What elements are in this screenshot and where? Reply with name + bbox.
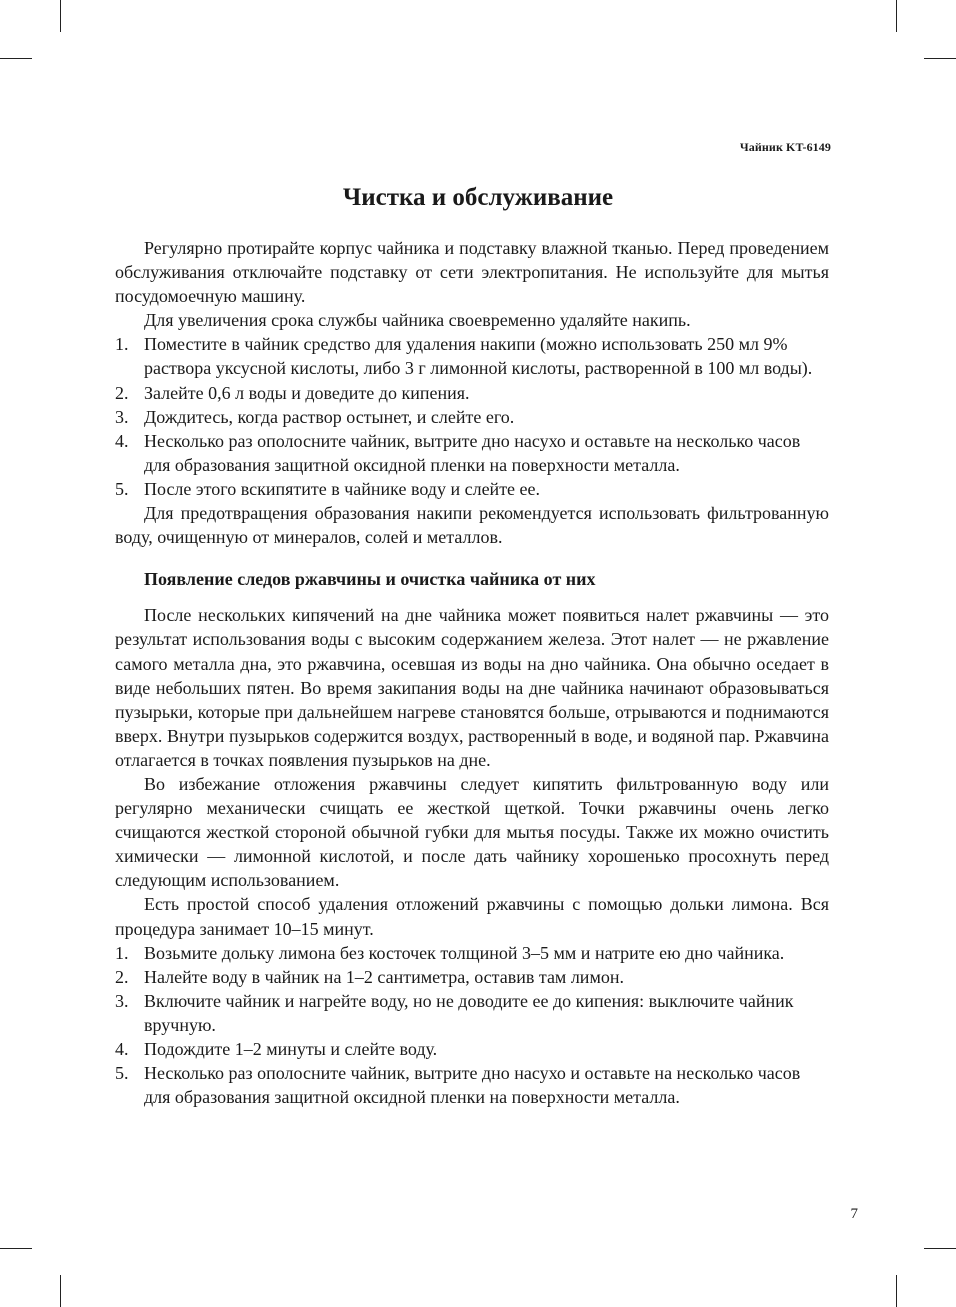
- list-item: [115, 405, 829, 429]
- list-number: 3.: [115, 406, 129, 427]
- list-number: 2.: [115, 966, 129, 987]
- list-number: 2.: [115, 382, 129, 403]
- list-item: [115, 989, 829, 1037]
- list-item-text: Залейте 0,6 л воды и доведите до кипения.: [144, 382, 470, 403]
- list-item-text: Поместите в чайник средство для удаления накипи (можно использовать 250 мл 9% раствора уксусной кислоты, либо 3 г лимонной кислоты, растворенной в 100 мл воды).: [144, 334, 813, 379]
- list-item-text: Несколько раз ополосните чайник, вытрите дно насухо и оставьте на несколько часов для образования защитной оксидной пленки на поверхности металла.: [144, 430, 801, 475]
- list-item: [115, 477, 829, 501]
- list-item: [115, 1037, 829, 1061]
- list-item: [115, 965, 829, 989]
- list-number: 1.: [115, 942, 129, 963]
- running-header: Чайник KT-6149: [739, 140, 831, 154]
- list-number: 1.: [115, 334, 129, 355]
- list-number: 4.: [115, 430, 129, 451]
- list-number: 5.: [115, 1063, 129, 1084]
- paragraph-rust-cause: После нескольких кипячений на дне чайника может появиться налет ржавчины — это результат использования воды с высоким содержанием железа. Этот налет — не ржавление самого металла дна, это ржавчина, осевшая из воды на дно чайника. Она обычно оседает в виде небольших пятен. Во время закипания воды на дне чайника начинают образовываться пузырьки, которые при дальнейшем нагреве становятся больше, отрываются и поднимаются вверх. Внутри пузырьков содержится воздух, растворенный в воде, и водяной пар. Ржавчина отлагается в точках появления пузырьков на дне.: [115, 605, 829, 770]
- list-number: 3.: [115, 990, 129, 1011]
- crop-mark-bottom-right: [896, 1275, 897, 1307]
- crop-mark-bottom-left: [60, 1275, 61, 1307]
- list-item-text: Подождите 1–2 минуты и слейте воду.: [144, 1039, 438, 1059]
- paragraph-prevention: Для предотвращения образования накипи рекомендуется использовать фильтрованную воду, очищенную от минералов, солей и металлов.: [115, 503, 829, 548]
- list-item-text: Включите чайник и нагрейте воду, но не доводите ее до кипения: выключите чайник вручную.: [144, 990, 794, 1035]
- page-number: 7: [850, 1206, 858, 1222]
- paragraph-rust-prevention: Во избежание отложения ржавчины следует кипятить фильтрованную воду или регулярно механически счищать ее жесткой щеткой. Точки ржавчины очень легко счищаются жесткой стороной обычной губки для мытья посуды. Также их можно очистить химически — лимонной кислотой, и после дать чайнику хорошенько просохнуть перед следующим использованием.: [115, 773, 829, 891]
- paragraph-descaling-intro: Для увеличения срока службы чайника своевременно удаляйте накипь.: [144, 310, 691, 331]
- list-item-text: Несколько раз ополосните чайник, вытрите дно насухо и оставьте на несколько часов для образования защитной оксидной пленки на поверхности металла.: [144, 1063, 801, 1108]
- list-item-text: Налейте воду в чайник на 1–2 сантиметра, оставив там лимон.: [144, 966, 624, 987]
- descaling-steps-list: [115, 332, 829, 501]
- main-content: [115, 236, 829, 1109]
- list-item: [115, 381, 829, 405]
- list-item-text: После этого вскипятите в чайнике воду и слейте ее.: [144, 478, 541, 499]
- crop-mark-left-bottom: [0, 1248, 32, 1249]
- crop-mark-top-left: [60, 0, 61, 32]
- list-item: [115, 332, 829, 380]
- paragraph-lemon-method: Есть простой способ удаления отложений ржавчины с помощью дольки лимона. Вся процедура занимает 10–15 минут.: [115, 894, 829, 939]
- list-number: 4.: [115, 1039, 129, 1059]
- list-item: [115, 941, 829, 965]
- section-title: Чистка и обслуживание: [342, 184, 614, 211]
- paragraph-cleaning-intro: Регулярно протирайте корпус чайника и подставку влажной тканью. Перед проведением обслуживания отключайте подставку от сети электропитания. Не используйте для мытья посудомоечную машину.: [115, 238, 829, 307]
- list-item: [115, 429, 829, 477]
- crop-mark-left-top: [0, 58, 32, 59]
- crop-mark-top-right: [896, 0, 897, 32]
- list-item: [115, 1061, 829, 1109]
- crop-mark-right-bottom: [924, 1248, 956, 1249]
- crop-mark-right-top: [924, 58, 956, 59]
- list-number: 5.: [115, 478, 129, 499]
- lemon-steps-list: [115, 941, 829, 1110]
- list-item-text: Дождитесь, когда раствор остынет, и слейте его.: [144, 406, 515, 427]
- subsection-heading-rust: Появление следов ржавчины и очистка чайника от них: [144, 569, 596, 590]
- list-item-text: Возьмите дольку лимона без косточек толщиной 3–5 мм и натрите ею дно чайника.: [144, 942, 785, 963]
